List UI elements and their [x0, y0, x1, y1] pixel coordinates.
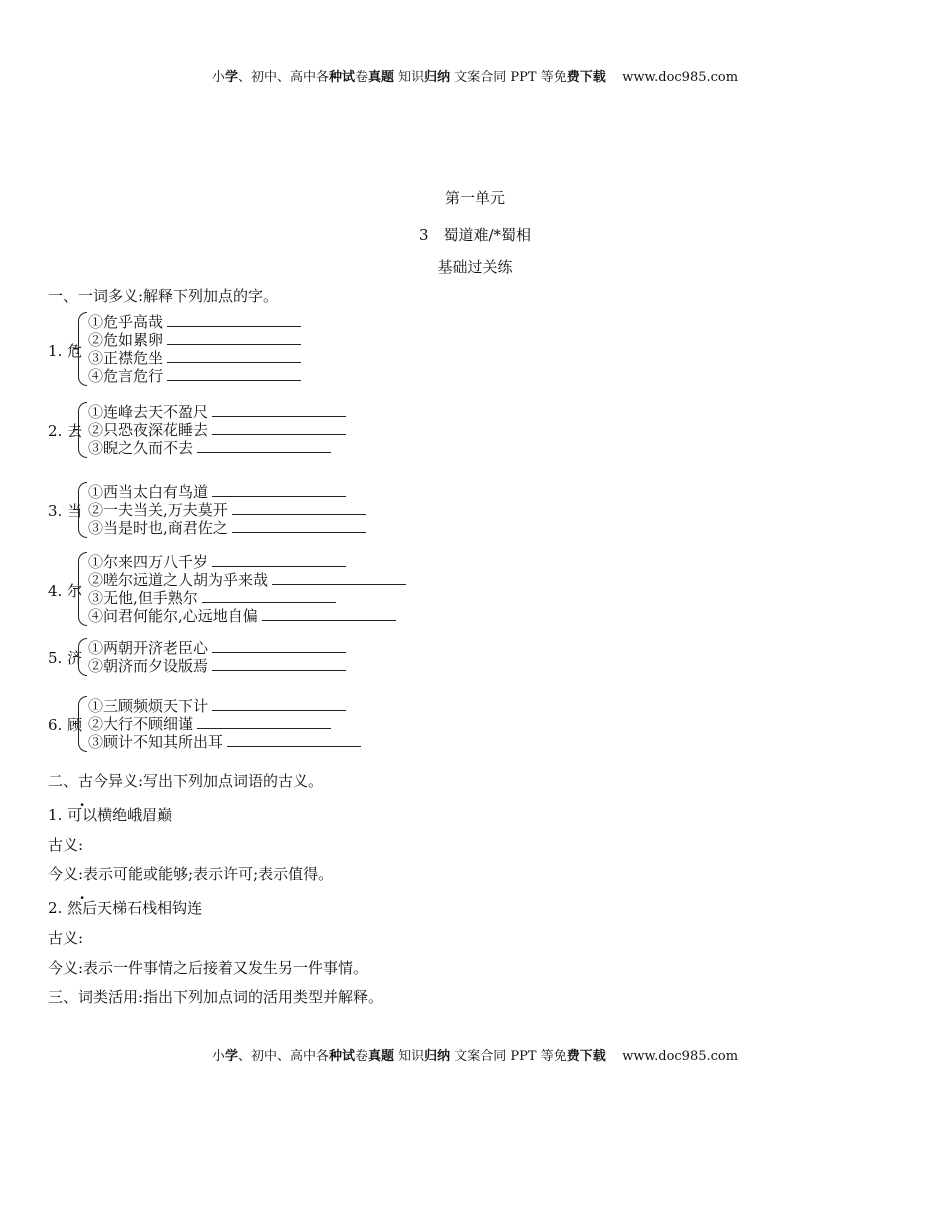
modern-meaning: 今义:表示可能或能够;表示许可;表示值得。	[48, 865, 334, 883]
answer-blank[interactable]	[167, 367, 301, 381]
list-item: ④危言危行	[88, 367, 301, 385]
header-text-segment: 费下载	[566, 70, 606, 85]
list-item: ②朝济而夕设版焉	[88, 657, 346, 675]
page-header	[0, 69, 950, 87]
answer-blank[interactable]	[262, 607, 396, 621]
list-item: ①危乎高哉	[88, 313, 301, 331]
header-text-segment: 卷	[354, 1049, 368, 1064]
list-item: ③睨之久而不去	[88, 439, 331, 457]
answer-blank[interactable]	[212, 697, 346, 711]
header-text-segment: 种试	[328, 1049, 355, 1064]
question-1: 1. 可以横绝峨眉巅	[48, 806, 173, 824]
group-label: 4. 尔	[48, 582, 83, 600]
dotted-word: 可以	[67, 806, 98, 824]
dotted-word: 然后	[67, 899, 98, 917]
ancient-meaning-label: 古义:	[48, 836, 84, 854]
header-text-segment: 、初中、高中各	[237, 70, 329, 85]
answer-blank[interactable]	[212, 421, 346, 435]
brace	[78, 696, 87, 752]
list-item: ②危如累卵	[88, 331, 301, 349]
page-footer	[0, 1048, 950, 1066]
header-text-segment: www.doc985.com	[605, 70, 739, 85]
brace	[78, 482, 87, 538]
list-item: ①连峰去天不盈尺	[88, 403, 346, 421]
unit-title: 第一单元	[444, 189, 505, 207]
answer-blank[interactable]	[272, 571, 406, 585]
header-text-segment: 归纳	[424, 70, 451, 85]
answer-blank[interactable]	[212, 553, 346, 567]
answer-blank[interactable]	[232, 501, 366, 515]
header-text-segment: 种试	[328, 70, 355, 85]
header-text-segment: 学	[224, 70, 238, 85]
answer-blank[interactable]	[202, 589, 336, 603]
header-text-segment: 真题	[368, 1049, 395, 1064]
answer-blank[interactable]	[227, 733, 361, 747]
part1-heading: 一、一词多义:解释下列加点的字。	[48, 287, 279, 305]
list-item: ②一夫当关,万夫莫开	[88, 501, 366, 519]
section-title: 基础过关练	[437, 258, 513, 276]
list-item: ③顾计不知其所出耳	[88, 733, 361, 751]
list-item: ②大行不顾细谨	[88, 715, 331, 733]
answer-blank[interactable]	[212, 483, 346, 497]
header-text-segment: 知识	[394, 70, 425, 85]
list-item: ①两朝开济老臣心	[88, 639, 346, 657]
list-item: ④问君何能尔,心远地自偏	[88, 607, 396, 625]
header-text-segment: 小	[211, 70, 225, 85]
question-2: 2. 然后天梯石栈相钩连	[48, 899, 203, 917]
header-text-segment: 文案合同 PPT 等免	[450, 1049, 567, 1064]
answer-blank[interactable]	[212, 403, 346, 417]
header-text-segment: 卷	[354, 70, 368, 85]
group-label: 6. 顾	[48, 716, 83, 734]
header-text-segment: 、初中、高中各	[237, 1049, 329, 1064]
answer-blank[interactable]	[232, 519, 366, 533]
answer-blank[interactable]	[167, 331, 301, 345]
header-text-segment: 文案合同 PPT 等免	[450, 70, 567, 85]
answer-blank[interactable]	[212, 639, 346, 653]
list-item: ②嗟尔远道之人胡为乎来哉	[88, 571, 406, 589]
list-item: ①尔来四万八千岁	[88, 553, 346, 571]
group-label: 3. 当	[48, 502, 83, 520]
answer-blank[interactable]	[197, 439, 331, 453]
list-item: ①西当太白有鸟道	[88, 483, 346, 501]
header-text-segment: 小	[211, 1049, 225, 1064]
brace	[78, 638, 87, 676]
answer-blank[interactable]	[212, 657, 346, 671]
list-item: ③正襟危坐	[88, 349, 301, 367]
brace	[78, 312, 87, 386]
answer-blank[interactable]	[167, 349, 301, 363]
brace	[78, 402, 87, 458]
header-text-segment: 费下载	[566, 1049, 606, 1064]
group-label: 1. 危	[48, 342, 83, 360]
list-item: ②只恐夜深花睡去	[88, 421, 346, 439]
header-text-segment: www.doc985.com	[605, 1049, 739, 1064]
header-text-segment: 归纳	[424, 1049, 451, 1064]
list-item: ①三顾频烦天下计	[88, 697, 346, 715]
list-item: ③无他,但手熟尔	[88, 589, 336, 607]
part2-heading: 二、古今异义:写出下列加点词语的古义。	[48, 772, 324, 790]
brace	[78, 552, 87, 626]
modern-meaning: 今义:表示一件事情之后接着又发生另一件事情。	[48, 959, 369, 977]
list-item: ③当是时也,商君佐之	[88, 519, 366, 537]
group-label: 5. 济	[48, 649, 83, 667]
answer-blank[interactable]	[197, 715, 331, 729]
part3-heading: 三、词类活用:指出下列加点词的活用类型并解释。	[48, 988, 384, 1006]
group-label: 2. 去	[48, 422, 83, 440]
ancient-meaning-label: 古义:	[48, 929, 84, 947]
header-text-segment: 真题	[368, 70, 395, 85]
answer-blank[interactable]	[167, 313, 301, 327]
lesson-title: 3 蜀道难/*蜀相	[418, 226, 532, 244]
header-text-segment: 知识	[394, 1049, 425, 1064]
header-text-segment: 学	[224, 1049, 238, 1064]
